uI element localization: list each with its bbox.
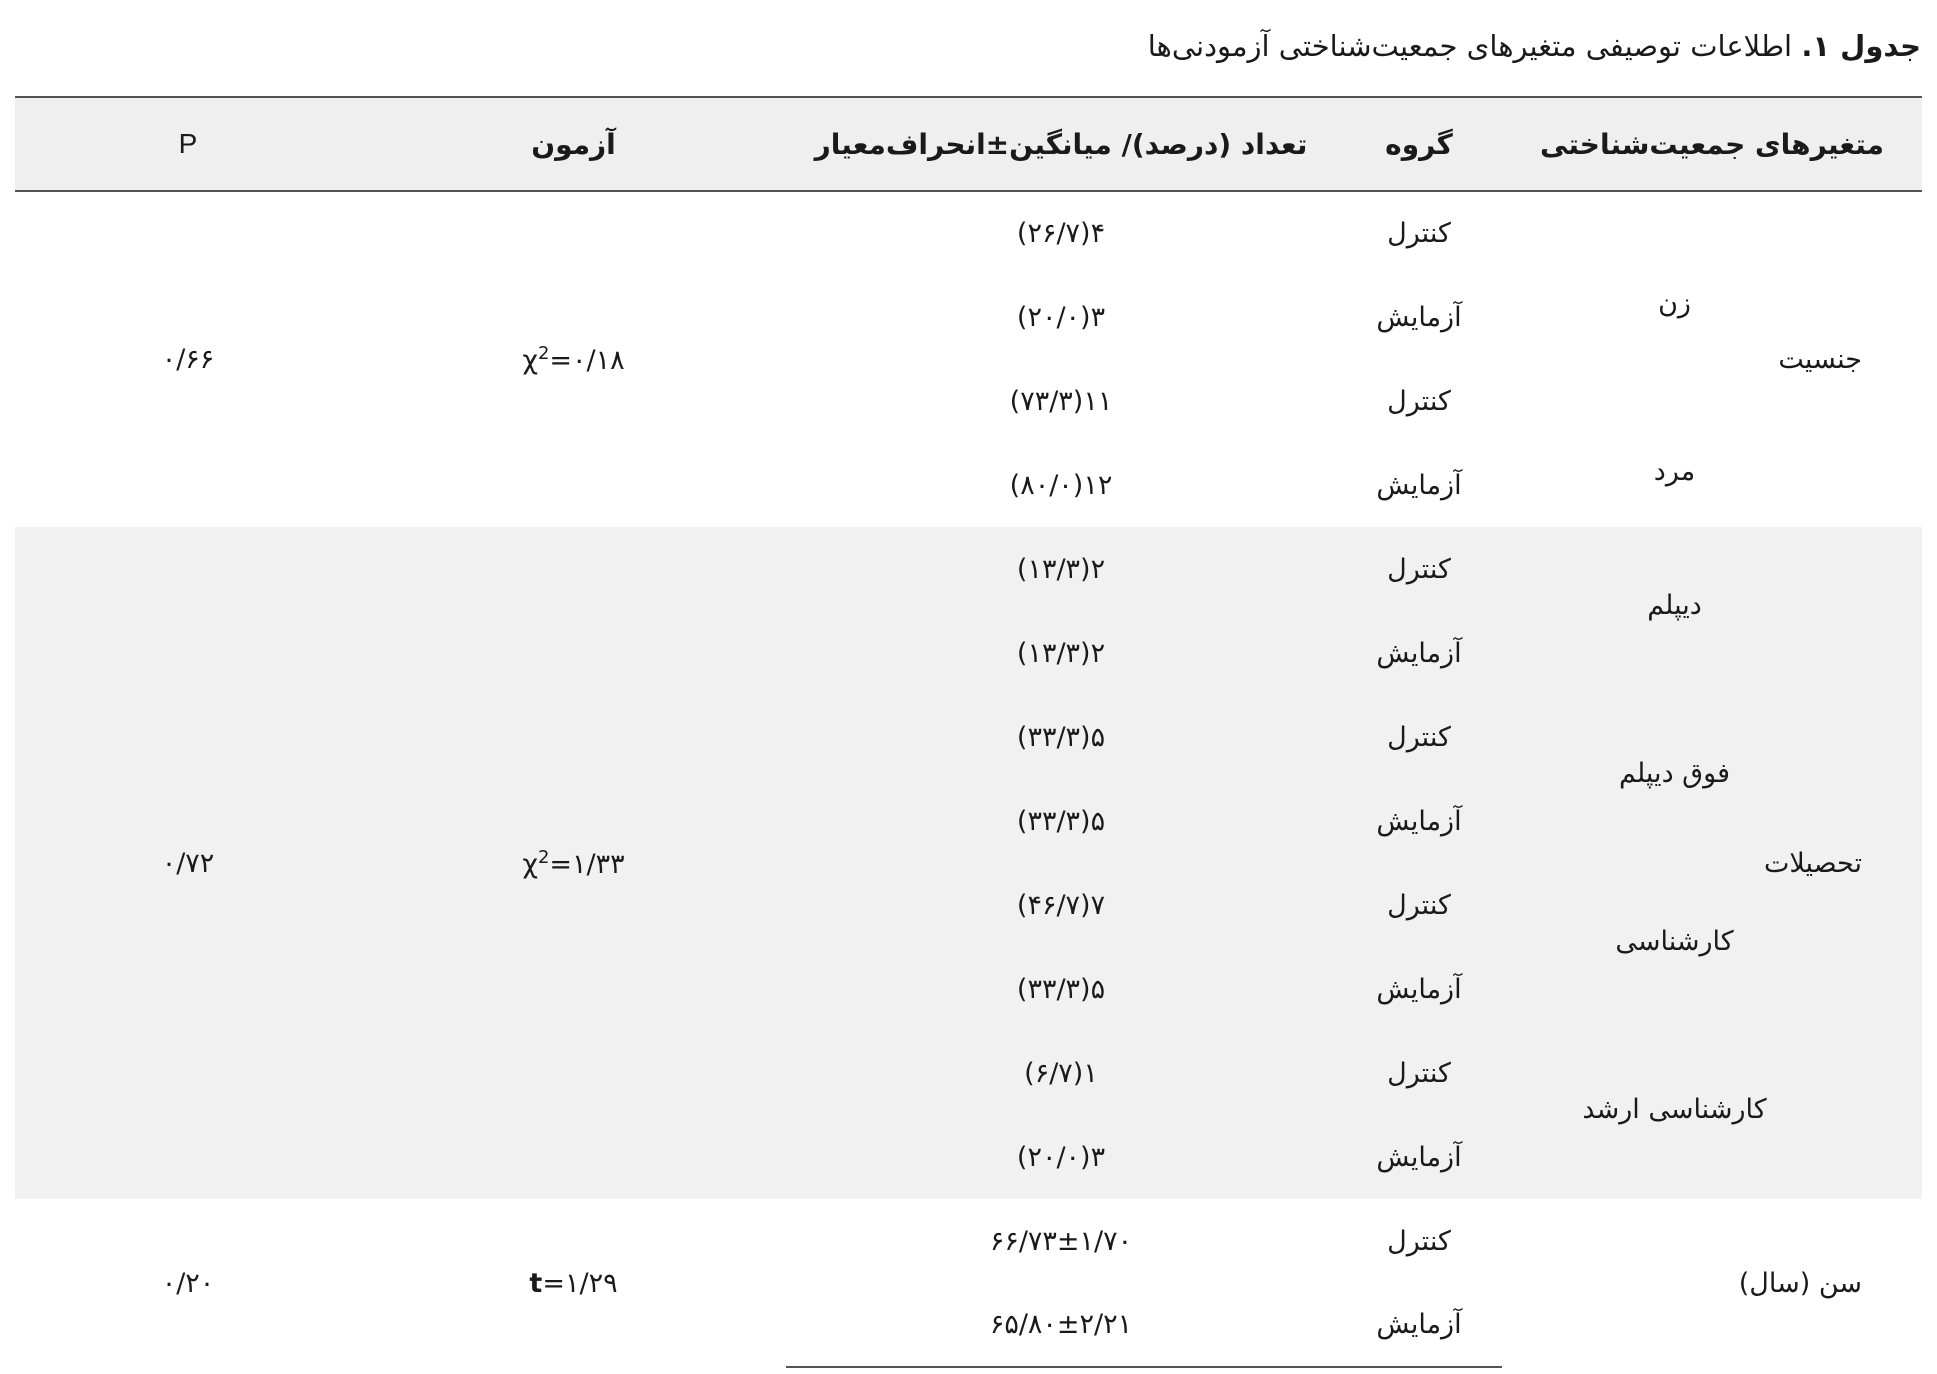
group-cell: کنترل [1387,1225,1451,1257]
education-test-sup: 2 [537,846,550,868]
header-count: تعداد (درصد)/ میانگین±انحراف‌معیار [786,97,1336,191]
header-p: P [15,97,361,191]
group-cell: کنترل [1387,218,1451,249]
count-cell: ۶۵/۸۰±۲/۲۱ [786,1283,1336,1367]
age-variable-cell [1502,1199,1922,1367]
group-cell: کنترل [1336,1031,1502,1115]
caption-text: اطلاعات توصیفی متغیرهای جمعیت‌شناختی آزمودنی‌ها [1147,29,1793,63]
count-cell: ۱(۶/۷) [786,1031,1336,1115]
education-test-value: =۱/۳۳ [549,848,625,880]
group-cell: آزمایش [1336,1115,1502,1199]
education-sub-associate: فوق دیپلم [1619,758,1730,789]
gender-test-symbol: χ [522,345,538,376]
table-row [15,191,1922,275]
education-p-cell: ۰/۷۲ [15,527,361,1199]
count-cell: ۷(۴۶/۷) [786,863,1336,947]
age-test-value: =۱/۲۹ [542,1267,618,1299]
gender-test-sup: 2 [537,343,550,364]
education-sub-master: کارشناسی ارشد [1582,1094,1767,1125]
table-row [15,1199,1922,1283]
group-cell: آزمایش [1336,1283,1502,1367]
group-cell: آزمایش [1376,469,1462,501]
count-cell: ۳(۲۰/۰) [786,1115,1336,1199]
gender-test-value: =۰/۱۸ [549,345,625,376]
header-test: آزمون [361,97,786,191]
age-p-cell: ۰/۲۰ [161,1267,215,1299]
table-header-row [15,97,1922,191]
count-cell: ۲(۱۳/۳) [786,611,1336,695]
header-group: گروه [1336,97,1502,191]
group-cell: آزمایش [1376,301,1462,333]
demographics-table [15,96,1922,1368]
group-cell: کنترل [1336,695,1502,779]
gender-variable-cell [1502,191,1922,527]
group-cell: کنترل [1387,385,1451,417]
education-test-cell [361,527,786,1199]
group-cell: کنترل [1336,863,1502,947]
table-row [15,527,1922,611]
gender-p-cell: ۰/۶۶ [161,344,215,375]
gender-test-cell [361,191,786,527]
count-cell: ۱۲(۸۰/۰) [1009,469,1113,501]
gender-label: جنسیت [1778,344,1862,375]
group-cell: کنترل [1336,527,1502,611]
demographics-table-container [15,96,1922,1368]
group-cell: آزمایش [1336,779,1502,863]
gender-sub-male: مرد [1653,456,1696,487]
education-label: تحصیلات [1763,847,1862,879]
gender-subcategories [1552,192,1797,527]
education-sub-bachelor: کارشناسی [1615,926,1734,957]
count-cell: ۵(۳۳/۳) [786,695,1336,779]
count-cell: ۳(۲۰/۰) [1016,301,1106,333]
count-cell: ۶۶/۷۳±۱/۷۰ [989,1225,1133,1257]
education-variable-cell [1502,527,1922,1199]
age-test-symbol: t [529,1267,543,1299]
count-cell: ۱۱(۷۳/۳) [1009,385,1113,417]
count-cell: ۵(۳۳/۳) [786,779,1336,863]
age-test-cell [361,1199,786,1367]
count-cell: ۴(۲۶/۷) [1016,218,1106,249]
header-variable: متغیرهای جمعیت‌شناختی [1502,97,1922,191]
education-subcategories [1552,527,1797,1199]
table-caption [21,24,1921,68]
education-test-symbol: χ [522,848,538,880]
caption-label: جدول ۱. [1801,29,1921,63]
age-label: سن (سال) [1738,1267,1862,1299]
group-cell: آزمایش [1336,947,1502,1031]
count-cell: ۲(۱۳/۳) [786,527,1336,611]
gender-sub-female: زن [1658,288,1691,319]
group-cell: آزمایش [1336,611,1502,695]
education-sub-diploma: دیپلم [1647,590,1702,621]
count-cell: ۵(۳۳/۳) [786,947,1336,1031]
